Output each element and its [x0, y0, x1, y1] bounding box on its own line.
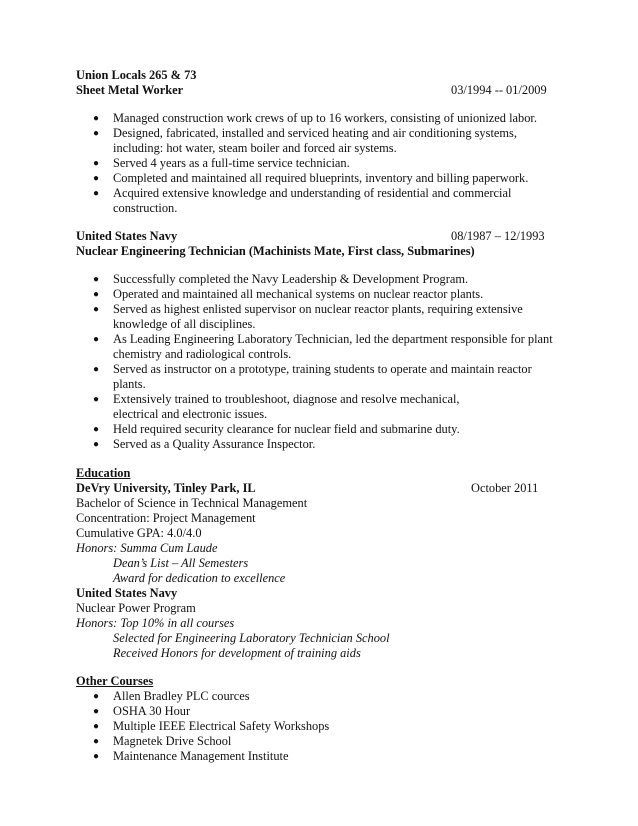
- job2-bullet: As Leading Engineering Laboratory Technician, led the department responsible for plant: [113, 332, 553, 346]
- school1-name: DeVry University, Tinley Park, IL: [76, 481, 256, 495]
- honors1: Honors: Summa Cum Laude: [76, 541, 218, 555]
- job2-bullet-cont: chemistry and radiological controls.: [113, 347, 292, 361]
- job1-bullet: Completed and maintained all required blueprints, inventory and billing paperwork.: [113, 171, 529, 185]
- honors1-item: Award for dedication to excellence: [113, 571, 286, 585]
- gpa: Cumulative GPA: 4.0/4.0: [76, 526, 202, 540]
- bullet-icon: ●: [93, 173, 100, 184]
- job1-bullet: Managed construction work crews of up to 16 workers, consisting of unionized labor.: [113, 111, 537, 125]
- school1-date: October 2011: [471, 481, 539, 495]
- course-item: Multiple IEEE Electrical Safety Workshops: [113, 719, 330, 733]
- honors2: Honors: Top 10% in all courses: [76, 616, 235, 630]
- bullet-icon: ●: [93, 188, 100, 199]
- bullet-icon: ●: [93, 424, 100, 435]
- job2-bullet: Held required security clearance for nuclear field and submarine duty.: [113, 422, 460, 436]
- bullet-icon: ●: [93, 128, 100, 139]
- job2-dates: 08/1987 – 12/1993: [451, 229, 545, 243]
- job2-bullet-cont: electrical and electronic issues.: [113, 407, 268, 421]
- job2-bullet-cont: knowledge of all disciplines.: [113, 317, 256, 331]
- bullet-icon: ●: [93, 439, 100, 450]
- job1-bullet: Acquired extensive knowledge and understanding of residential and commercial: [113, 186, 512, 200]
- education-heading: Education: [76, 466, 131, 480]
- bullet-icon: ●: [93, 334, 100, 345]
- job2-bullet-cont: plants.: [113, 377, 146, 391]
- program: Nuclear Power Program: [76, 601, 196, 615]
- bullet-icon: ●: [93, 304, 100, 315]
- course-item: Magnetek Drive School: [113, 734, 232, 748]
- school2-name: United States Navy: [76, 586, 178, 600]
- concentration: Concentration: Project Management: [76, 511, 256, 525]
- job1-bullet-cont: including: hot water, steam boiler and forced air systems.: [113, 141, 397, 155]
- honors1-item: Dean’s List – All Semesters: [113, 556, 249, 570]
- degree: Bachelor of Science in Technical Management: [76, 496, 308, 510]
- honors2-item: Received Honors for development of training aids: [113, 646, 361, 660]
- job2-bullet: Successfully completed the Navy Leadership & Development Program.: [113, 272, 469, 286]
- course-item: Allen Bradley PLC cources: [113, 689, 250, 703]
- job1-bullet-cont: construction.: [113, 201, 178, 215]
- job2-bullet: Served as a Quality Assurance Inspector.: [113, 437, 316, 451]
- bullet-icon: ●: [93, 274, 100, 285]
- bullet-icon: ●: [93, 364, 100, 375]
- job2-title: Nuclear Engineering Technician (Machinists Mate, First class, Submarines): [76, 244, 475, 258]
- job1-employer: Union Locals 265 & 73: [76, 68, 197, 82]
- bullet-icon: ●: [93, 751, 100, 762]
- bullet-icon: ●: [93, 158, 100, 169]
- other-courses-heading: Other Courses: [76, 674, 154, 688]
- bullet-icon: ●: [93, 706, 100, 717]
- job2-bullet: Served as highest enlisted supervisor on nuclear reactor plants, requiring extensive: [113, 302, 523, 316]
- job2-bullet: Extensively trained to troubleshoot, diagnose and resolve mechanical,: [113, 392, 460, 406]
- job1-title: Sheet Metal Worker: [76, 83, 184, 97]
- bullet-icon: ●: [93, 736, 100, 747]
- course-item: OSHA 30 Hour: [113, 704, 191, 718]
- job1-bullet: Served 4 years as a full-time service technician.: [113, 156, 350, 170]
- job2-employer: United States Navy: [76, 229, 178, 243]
- bullet-icon: ●: [93, 394, 100, 405]
- job1-bullet: Designed, fabricated, installed and serviced heating and air conditioning systems,: [113, 126, 517, 140]
- bullet-icon: ●: [93, 721, 100, 732]
- bullet-icon: ●: [93, 691, 100, 702]
- job2-bullet: Operated and maintained all mechanical systems on nuclear reactor plants.: [113, 287, 484, 301]
- job1-dates: 03/1994 -- 01/2009: [451, 83, 547, 97]
- course-item: Maintenance Management Institute: [113, 749, 289, 763]
- bullet-icon: ●: [93, 113, 100, 124]
- bullet-icon: ●: [93, 289, 100, 300]
- honors2-item: Selected for Engineering Laboratory Technician School: [113, 631, 390, 645]
- job2-bullet: Served as instructor on a prototype, training students to operate and maintain reactor: [113, 362, 532, 376]
